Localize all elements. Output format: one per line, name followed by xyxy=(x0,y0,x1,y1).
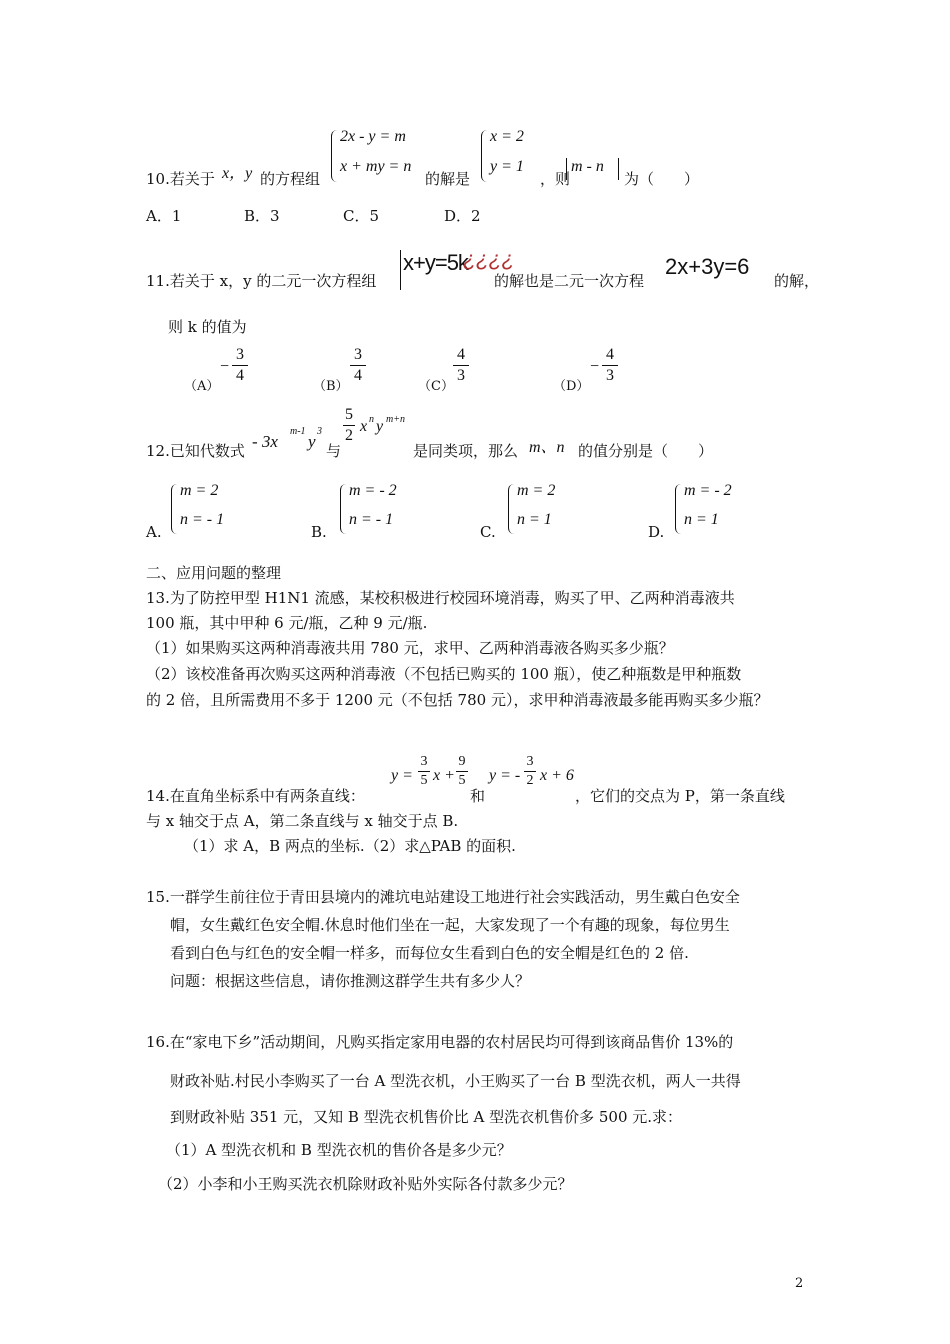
q12-option-d-label: D. xyxy=(648,523,665,541)
q11-option-b-label: （B） xyxy=(313,379,349,394)
q10-sol2: y = 1 xyxy=(490,158,524,175)
q11-prefix: 11.若关于 x，y 的二元一次方程组 xyxy=(146,272,377,290)
q12-option-b-brace xyxy=(340,484,349,534)
q11-garbled-eq: x+y=5k xyxy=(403,250,468,275)
q12-mn: m、n xyxy=(529,439,565,456)
q12-option-c-brace xyxy=(508,484,517,534)
q16-line2: 财政补贴.村民小李购买了一台 A 型洗衣机，小王购买了一台 B 型洗衣机，两人一共得 xyxy=(170,1072,741,1090)
q11-option-b-frac xyxy=(350,346,366,385)
q13-line3: （1）如果购买这两种消毒液共用 780 元，求甲、乙两种消毒液各购买多少瓶？ xyxy=(146,639,674,657)
q16-line3: 到财政补贴 351 元，又知 B 型洗衣机售价比 A 型洗衣机售价多 500 元.求： xyxy=(170,1108,683,1126)
q10-option-a: A．1 xyxy=(146,207,182,225)
q11-suffix: 的解， xyxy=(774,272,820,290)
q12-suffix: 的值分别是（ ） xyxy=(578,442,714,460)
q11-mid: 的解也是二元一次方程 xyxy=(494,272,645,290)
q11-option-a-den: 4 xyxy=(236,367,244,384)
q12-term1-exp1: m-1 xyxy=(290,426,306,437)
q10-option-b: B．3 xyxy=(244,207,280,225)
q12-term2-y: y xyxy=(376,418,384,435)
q12-term2-exp1: n xyxy=(369,414,374,425)
q16-line1: 16.在“家电下乡”活动期间，凡购买指定家用电器的农村居民均可得到该商品售价 13%的 xyxy=(146,1033,734,1051)
q11-option-a-label: （A） xyxy=(184,379,220,394)
q12-option-d-m: m = - 2 xyxy=(684,482,732,499)
q16-line4: （1）A 型洗衣机和 B 型洗衣机的售价各是多少元？ xyxy=(166,1141,512,1159)
q11-garbled-tail: ¿¿¿¿ xyxy=(463,248,515,271)
page-number: 2 xyxy=(795,1276,804,1291)
q16-line5: （2）小李和小王购买洗衣机除财政补贴外实际各付款多少元？ xyxy=(158,1175,573,1193)
q10-abs-left xyxy=(566,158,567,180)
q11-option-c-num: 4 xyxy=(457,346,465,363)
q12-term1-y: y xyxy=(308,432,316,451)
q11-system-bar xyxy=(400,250,401,290)
q14-line1-slope-num: 3 xyxy=(420,754,428,769)
q12-option-b-n: n = - 1 xyxy=(349,511,394,528)
q11-option-c-den: 3 xyxy=(457,367,465,384)
q11-option-b-den: 4 xyxy=(354,367,362,384)
q14-line1-slope xyxy=(418,754,430,789)
q10-solution-text: 的解是 xyxy=(425,170,471,188)
q11-equation: 2x+3y=6 xyxy=(665,254,750,279)
q12-option-d-n: n = 1 xyxy=(684,511,719,528)
q14-suffix: ，它们的交点为 P，第一条直线 xyxy=(575,787,785,805)
q12-prefix: 12.已知代数式 xyxy=(146,442,245,460)
q15-line4: 问题：根据这些信息，请你推测这群学生共有多少人？ xyxy=(170,972,531,990)
q12-coef-frac xyxy=(343,406,355,445)
q13-line4: （2）该校准备再次购买这两种消毒液（不包括已购买的 100 瓶），使乙种瓶数是甲种瓶数 xyxy=(146,665,742,683)
q14-line1-x: x + xyxy=(433,767,455,784)
q11-line2: 则 k 的值为 xyxy=(168,318,247,336)
q10-mid: 的方程组 xyxy=(260,170,321,188)
q12-option-d-brace xyxy=(675,484,684,534)
q12-coef-num: 5 xyxy=(345,406,353,423)
q11-option-d-frac xyxy=(602,346,618,385)
q13-line5: 的 2 倍，且所需费用不多于 1200 元（不包括 780 元），求甲种消毒液最多能再购买多少瓶？ xyxy=(146,691,769,709)
q11-option-d-num: 4 xyxy=(606,346,614,363)
q10-system-brace xyxy=(331,130,340,182)
q14-line1-intercept-num: 9 xyxy=(458,754,466,769)
q15-line1: 15.一群学生前往位于青田县境内的滩坑电站建设工地进行社会实践活动，男生戴白色安全 xyxy=(146,888,740,906)
q10-suffix: 为（ ） xyxy=(624,170,700,188)
q12-option-a-label: A. xyxy=(146,523,162,541)
q11-option-d-label: （D） xyxy=(553,379,590,394)
q10-solution-brace xyxy=(481,130,490,182)
q10-vars: x，y xyxy=(222,165,253,182)
q10-sol1: x = 2 xyxy=(490,128,524,145)
q14-and: 和 xyxy=(470,787,486,805)
q14-line1-lhs: y = xyxy=(391,767,413,784)
q10-prefix: 10.若关于 xyxy=(146,170,215,188)
q12-term1-exp2: 3 xyxy=(317,426,322,437)
q11-option-c-frac xyxy=(453,346,469,385)
q14-line1-slope-den: 5 xyxy=(420,773,428,788)
q11-option-c-label: （C） xyxy=(418,379,454,394)
q10-abs-right xyxy=(618,158,619,180)
q12-coef-den: 2 xyxy=(345,427,353,444)
q10-option-d: D．2 xyxy=(444,207,481,225)
q11-option-a-sign: − xyxy=(220,358,230,375)
q12-option-a-brace xyxy=(171,484,180,534)
q12-option-b-m: m = - 2 xyxy=(349,482,397,499)
q13-line2: 100 瓶，其中甲种 6 元/瓶，乙种 9 元/瓶. xyxy=(146,614,428,632)
q11-option-d-sign: − xyxy=(590,358,600,375)
q11-option-d-den: 3 xyxy=(606,367,614,384)
q12-term1: - 3x xyxy=(252,432,278,451)
section-heading: 二、应用问题的整理 xyxy=(146,564,282,582)
q14-line3: （1）求 A，B 两点的坐标.（2）求△PAB 的面积. xyxy=(184,837,516,855)
q10-eq1: 2x - y = m xyxy=(340,128,406,145)
q14-line2-slope-num: 3 xyxy=(526,754,534,769)
q15-line3: 看到白色与红色的安全帽一样多，而每位女生看到白色的安全帽是红色的 2 倍. xyxy=(170,944,689,962)
q14-line1-intercept-den: 5 xyxy=(458,773,466,788)
q14-prefix: 14.在直角坐标系中有两条直线： xyxy=(146,787,365,805)
q10-eq2: x + my = n xyxy=(340,158,412,175)
q13-line1: 13.为了防控甲型 H1N1 流感，某校积极进行校园环境消毒，购买了甲、乙两种消毒液共 xyxy=(146,589,735,607)
q14-line2-rest: x + 6 xyxy=(540,767,574,784)
q12-with: 与 xyxy=(326,442,342,460)
q15-line2: 帽，女生戴红色安全帽.休息时他们坐在一起，大家发现了一个有趣的现象，每位男生 xyxy=(170,916,730,934)
q12-term2-exp2: m+n xyxy=(386,414,405,425)
q14-line1-intercept xyxy=(456,754,468,789)
q10-option-c: C．5 xyxy=(343,207,380,225)
q14-line2-slope xyxy=(524,754,536,789)
q11-option-b-num: 3 xyxy=(354,346,362,363)
q12-option-c-label: C. xyxy=(480,523,496,541)
q11-option-a-frac xyxy=(232,346,248,385)
q12-option-a-n: n = - 1 xyxy=(180,511,225,528)
q14-line2: 与 x 轴交于点 A，第二条直线与 x 轴交于点 B. xyxy=(146,812,459,830)
q10-expr: m - n xyxy=(571,158,604,175)
q12-option-c-n: n = 1 xyxy=(517,511,552,528)
q14-line2-slope-den: 2 xyxy=(526,773,534,788)
q12-mid: 是同类项，那么 xyxy=(413,442,519,460)
q12-term2-x: x xyxy=(360,418,368,435)
q10-then: ，则 xyxy=(540,170,571,188)
q11-option-a-num: 3 xyxy=(236,346,244,363)
q12-option-c-m: m = 2 xyxy=(517,482,556,499)
q12-option-a-m: m = 2 xyxy=(180,482,219,499)
q14-line2-lhs: y = - xyxy=(489,767,521,784)
q12-option-b-label: B. xyxy=(311,523,327,541)
